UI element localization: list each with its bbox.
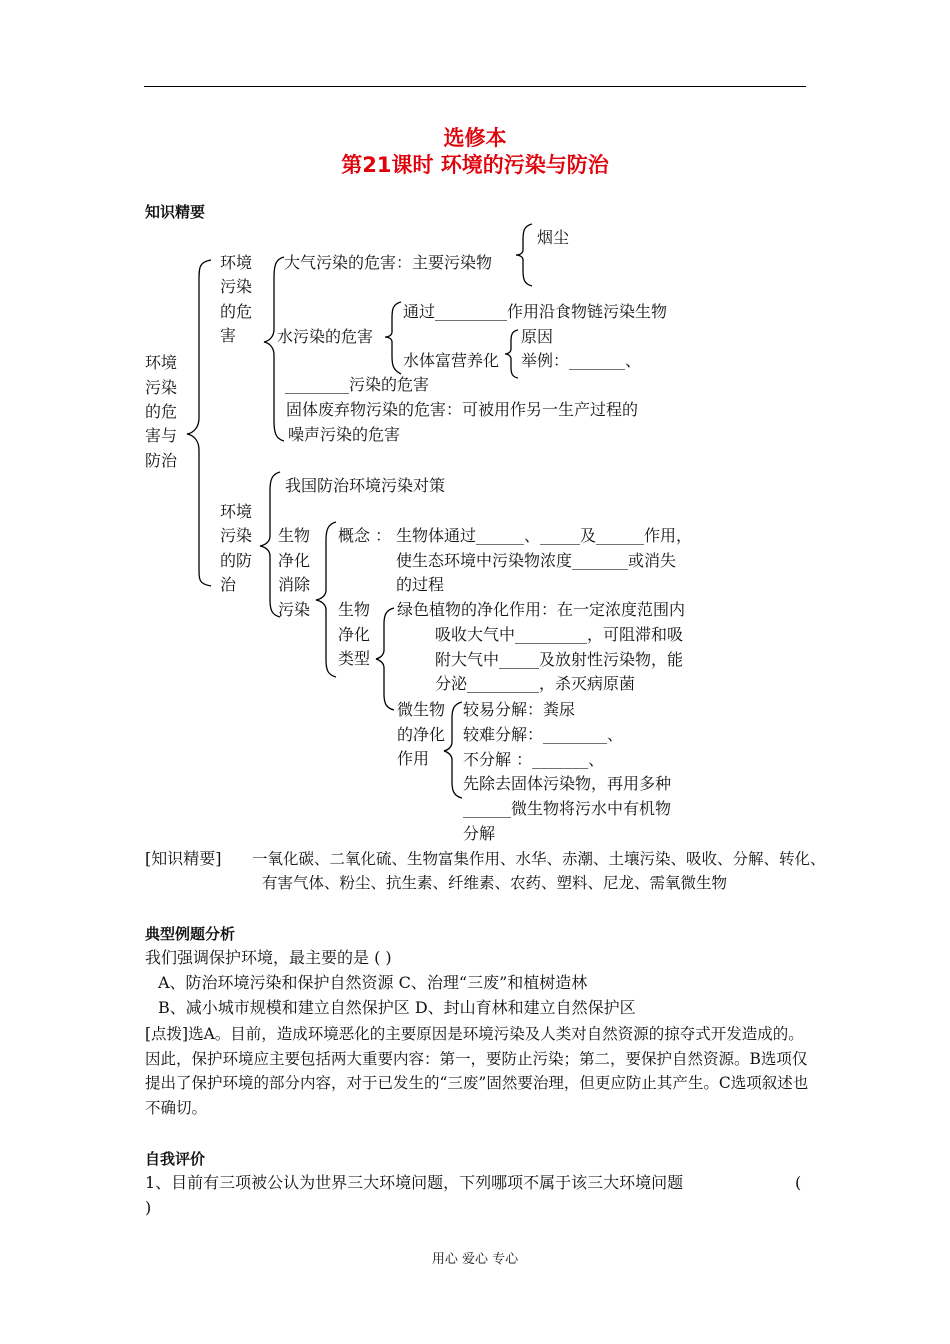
plant-purify-4: 分泌_________，杀灭病原菌 [435, 674, 636, 693]
analysis-paragraph: [点拨]选A。目前，造成环境恶化的主要原因是环境污染及人类对自然资源的掠夺式开发造成的。因此，保护环境应主要包括两大重要内容：第一，要防止污染；第二，要保护自然资源。B选项仅提出了保护环境的部分内容，对于已发生的“三废”固然要治理，但更应防止其产生。C选项叙述也不确切。 [145, 1025, 809, 1117]
header-rule [144, 86, 806, 87]
eutroph-brace [503, 328, 521, 380]
root-label-4: 害与 [145, 426, 178, 445]
eutrophication: 水体富营养化 [403, 351, 500, 370]
concept-line-2: 使生态环境中污染物浓度_______或消失 [396, 551, 677, 570]
water-brace [383, 300, 405, 376]
root-label-2: 污染 [145, 378, 178, 397]
question-1-options-ac: A、防治环境污染和保护自然资源 C、治理“三废”和植树造林 [158, 973, 588, 992]
footer-motto: 用心 爱心 专心 [431, 1252, 519, 1267]
micro-label-3: 作用 [397, 749, 430, 768]
answers-line-2: 有害气体、粉尘、抗生素、纤维素、农药、塑料、尼龙、需氧微生物 [262, 874, 728, 892]
root-label-3: 的危 [145, 402, 178, 421]
harm-label-4: 害 [220, 326, 237, 345]
blank-pollution-harm: ________污染的危害 [285, 375, 430, 394]
section-self-eval: 自我评价 [145, 1150, 206, 1168]
no-decompose: 不分解 ：_______、 [463, 750, 605, 769]
water-via-food-chain: 通过_________作用沿食物链污染生物 [403, 302, 668, 321]
micro-label-1: 微生物 [397, 700, 446, 719]
noise-harm: 噪声污染的危害 [288, 425, 401, 444]
prevention-policy: 我国防治环境污染对策 [285, 476, 446, 495]
question-1-options-bd: B、减小城市规模和建立自然保护区 D、封山育林和建立自然保护区 [158, 998, 636, 1017]
harm-brace [262, 255, 286, 445]
bio-remove-4: 污染 [278, 600, 311, 619]
bio-type-2: 净化 [338, 625, 371, 644]
air-brace [514, 222, 536, 288]
plant-purify-1: 绿色植物的净化作用：在一定浓度范围内 [397, 600, 686, 619]
answers-line-1: 一氧化碳、二氧化硫、生物富集作用、水华、赤潮、土壤污染、吸收、分解、转化、 [252, 850, 826, 868]
water-pollution: 水污染的危害 [277, 327, 374, 346]
plant-purify-3: 附大气中_____及放射性污染物，能 [435, 650, 684, 669]
solid-waste-harm: 固体废弃物污染的危害：可被用作另一生产过程的 [286, 400, 639, 419]
bio-remove-1: 生物 [278, 526, 311, 545]
bio-remove-3: 消除 [278, 575, 311, 594]
control-label-3: 的防 [220, 551, 253, 570]
harm-label-3: 的危 [220, 302, 253, 321]
treatment-line-2: ______微生物将污水中有机物 [463, 799, 672, 818]
section-knowledge: 知识精要 [145, 203, 206, 221]
root-label-1: 环境 [145, 353, 178, 372]
title-line-2: 第21课时 环境的污染与防治 [341, 153, 609, 177]
control-label-2: 污染 [220, 526, 253, 545]
air-pollution: 大气污染的危害：主要污染物 [284, 253, 493, 272]
concept-line-3: 的过程 [396, 575, 445, 594]
control-label-1: 环境 [220, 502, 253, 521]
concept-line-1: 生物体通过______、_____及______作用， [396, 526, 693, 545]
question-1: 我们强调保护环境，最主要的是 ( ) [145, 948, 392, 967]
harm-label-2: 污染 [220, 277, 253, 296]
micro-brace [442, 700, 464, 800]
air-item-smoke: 烟尘 [537, 228, 570, 247]
title-line-1: 选修本 [443, 126, 507, 150]
eutroph-cause: 原因 [521, 327, 554, 346]
concept-label: 概念 ： [338, 526, 392, 545]
eutroph-example: 举例：_______、 [521, 351, 642, 370]
question-2-paren-open: ( [795, 1173, 802, 1192]
question-2: 1、目前有三项被公认为世界三大环境问题，下列哪项不属于该三大环境问题 [145, 1173, 684, 1192]
bio-brace [314, 520, 338, 680]
treatment-line-3: 分解 [463, 824, 496, 843]
treatment-line-1: 先除去固体污染物，再用多种 [463, 774, 672, 793]
bio-type-3: 类型 [338, 649, 371, 668]
question-2-paren-close: ) [145, 1198, 152, 1217]
type-brace [374, 606, 396, 712]
section-examples: 典型例题分析 [145, 925, 236, 943]
answers-label: [知识精要] [145, 849, 222, 868]
bio-remove-2: 净化 [278, 551, 311, 570]
plant-purify-2: 吸收大气中_________，可阻滞和吸 [435, 625, 684, 644]
harm-label-1: 环境 [220, 253, 253, 272]
root-brace [185, 258, 215, 588]
bio-type-1: 生物 [338, 600, 371, 619]
root-label-5: 防治 [145, 451, 178, 470]
micro-label-2: 的净化 [397, 725, 446, 744]
control-label-4: 治 [220, 575, 237, 594]
hard-decompose: 较难分解：________、 [463, 725, 624, 744]
easy-decompose: 较易分解：粪尿 [463, 700, 576, 719]
